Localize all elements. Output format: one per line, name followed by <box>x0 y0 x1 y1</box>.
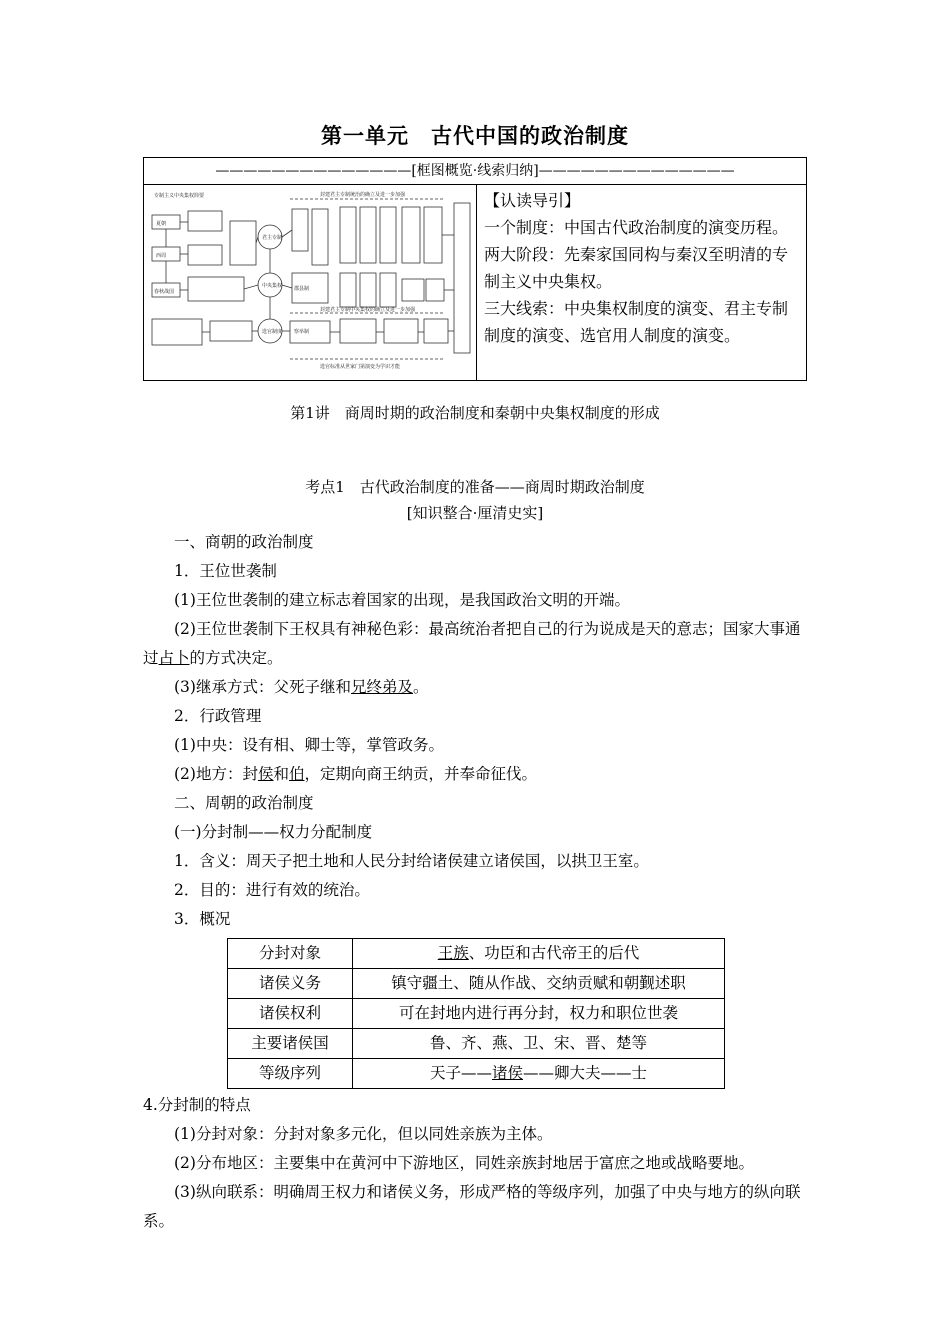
guide-line-1: 一个制度：中国古代政治制度的演变历程。 <box>484 218 789 237</box>
text-span: 天子—— <box>429 1064 492 1082</box>
diagram-qin-1 <box>292 209 308 251</box>
diagram-bottom-banner: 封建君主专制中央集权的确立及进一步加强 <box>320 307 416 313</box>
table-row <box>228 1029 725 1059</box>
diagram-zhou-label: 西周 <box>156 253 167 259</box>
text-span: (2)王位世袭制下王权具有神秘色彩：最高统治者把自己的行为说成是天的意志；国家大事通过 <box>143 620 801 667</box>
unit-title: 第一单元 古代中国的政治制度 <box>321 123 629 148</box>
text-span: 、功臣和古代帝王的后代 <box>468 944 640 962</box>
table-row <box>228 939 725 969</box>
subsection-heading: 4.分封制的特点 <box>143 1096 251 1114</box>
overview-header: ——————————————[框图概览·线索归纳]—————————————— <box>144 158 806 185</box>
underlined-term: 兄终弟及 <box>350 678 413 696</box>
paragraph: (2)分布地区：主要集中在黄河中下游地区，同姓亲族封地居于富庶之地或战略要地。 <box>174 1154 754 1172</box>
diagram-hub-3-label: 选官制度 <box>262 329 283 335</box>
subsection-heading: (一)分封制——权力分配制度 <box>174 823 373 841</box>
paragraph: (1)王位世袭制的建立标志着国家的出现，是我国政治文明的开端。 <box>174 591 630 609</box>
paragraph <box>143 615 807 673</box>
diagram-mid-2 <box>360 207 376 263</box>
paragraph: (1)中央：设有相、卿士等，掌管政务。 <box>174 736 444 754</box>
lecture-title: 第1讲 商周时期的政治制度和秦朝中央集权制度的形成 <box>290 404 660 422</box>
diagram-xia-label: 夏朝 <box>156 221 167 227</box>
paragraph: 3．概况 <box>174 910 231 928</box>
diagram-qin-2 <box>312 209 328 265</box>
diagram-left-title: 专制主义中央集权简要 <box>154 193 205 199</box>
diagram-low-3 <box>380 273 396 307</box>
diagram-mid-5 <box>424 207 442 263</box>
subsection-heading: 1．王位世袭制 <box>174 562 277 580</box>
text-span: 的方式决定。 <box>189 649 283 667</box>
diagram-sel-1 <box>340 319 376 343</box>
table-label: 主要诸侯国 <box>228 1029 353 1059</box>
subsection-heading: 2．行政管理 <box>174 707 262 725</box>
guide-line-3: 三大线索：中央集权制度的演变、君主专制制度的演变、选官用人制度的演变。 <box>484 299 789 345</box>
text-span: (2)地方：封 <box>174 765 258 783</box>
diagram-note-4 <box>210 321 252 341</box>
diagram-han-label: 察举制 <box>294 329 310 335</box>
table-value: 可在封地内进行再分封，权力和职位世袭 <box>353 999 725 1029</box>
table-row <box>228 1059 725 1089</box>
diagram-side-note <box>230 221 256 265</box>
diagram-low-2 <box>360 273 376 307</box>
table-value <box>353 939 725 969</box>
underlined-term: 诸侯 <box>491 1064 523 1082</box>
diagram-box-west-zhou <box>152 319 202 345</box>
diagram-low-4 <box>402 279 424 301</box>
table-label: 诸侯权利 <box>228 999 353 1029</box>
paragraph: 2．目的：进行有效的统治。 <box>174 881 370 899</box>
diagram-footer: 选官标准从世家门第演变为学识才能 <box>320 364 401 370</box>
enfeoffment-table <box>227 938 725 1089</box>
diagram-note-3 <box>188 277 244 301</box>
diagram-hub-2-label: 中央集权 <box>262 283 283 289</box>
table-label: 分封对象 <box>228 939 353 969</box>
section-heading: 一、商朝的政治制度 <box>174 533 314 551</box>
diagram-figure <box>144 185 474 380</box>
overview-diagram <box>144 185 477 380</box>
text-span: 和 <box>273 765 289 783</box>
diagram-note-2 <box>188 245 222 265</box>
diagram-right-banner <box>454 203 470 353</box>
text-span: ，定期向商王纳贡，并奉命征伐。 <box>304 765 538 783</box>
key-point-subtitle: [知识整合·厘清史实] <box>406 504 544 522</box>
table-value: 镇守疆土、随从作战、交纳贡赋和朝觐述职 <box>353 969 725 999</box>
guide-title: 【认读导引】 <box>484 191 581 210</box>
underlined-term: 侯 <box>257 765 274 783</box>
underlined-term: 占卜 <box>158 649 190 667</box>
section-heading: 二、周朝的政治制度 <box>174 794 314 812</box>
diagram-note-1 <box>188 211 222 231</box>
body-content <box>143 528 807 1236</box>
key-point-title: 考点1 古代政治制度的准备——商周时期政治制度 <box>305 478 645 496</box>
table-value <box>353 1059 725 1089</box>
text-span: 。 <box>412 678 429 696</box>
underlined-term: 伯 <box>289 765 305 783</box>
diagram-mid-3 <box>380 207 396 263</box>
paragraph <box>143 673 807 702</box>
table-label: 诸侯义务 <box>228 969 353 999</box>
diagram-chunqiu-label: 春秋战国 <box>154 289 175 295</box>
paragraph <box>143 760 807 789</box>
guide-line-2: 两大阶段：先秦家国同构与秦汉至明清的专制主义中央集权。 <box>484 245 789 291</box>
table-label: 等级序列 <box>228 1059 353 1089</box>
paragraph: (1)分封对象：分封对象多元化，但以同姓亲族为主体。 <box>174 1125 553 1143</box>
underlined-term: 王族 <box>437 944 469 962</box>
diagram-qin-3-label: 郡县制 <box>294 286 310 292</box>
table-value: 鲁、齐、燕、卫、宋、晋、楚等 <box>353 1029 725 1059</box>
diagram-mid-4 <box>402 207 420 263</box>
diagram-sel-2 <box>384 319 418 343</box>
table-row <box>228 999 725 1029</box>
text-span: ——卿大夫——士 <box>523 1064 648 1082</box>
diagram-low-1 <box>340 273 356 307</box>
paragraph: 1．含义：周天子把土地和人民分封给诸侯建立诸侯国，以拱卫王室。 <box>174 852 649 870</box>
table-row <box>228 969 725 999</box>
reading-guide <box>478 185 806 380</box>
diagram-hub-1-label: 君主专制 <box>262 235 283 241</box>
diagram-mid-1 <box>340 207 356 263</box>
diagram-sel-3 <box>424 319 448 343</box>
overview-frame <box>143 157 807 381</box>
overview-body <box>144 185 806 380</box>
diagram-top-banner: 封建君主专制统治的确立及进一步加强 <box>320 192 406 198</box>
paragraph: (3)纵向联系：明确周王权力和诸侯义务，形成严格的等级序列，加强了中央与地方的纵向联系。 <box>143 1183 801 1230</box>
text-span: (3)继承方式：父死子继和 <box>174 678 351 696</box>
diagram-low-5 <box>426 279 444 301</box>
